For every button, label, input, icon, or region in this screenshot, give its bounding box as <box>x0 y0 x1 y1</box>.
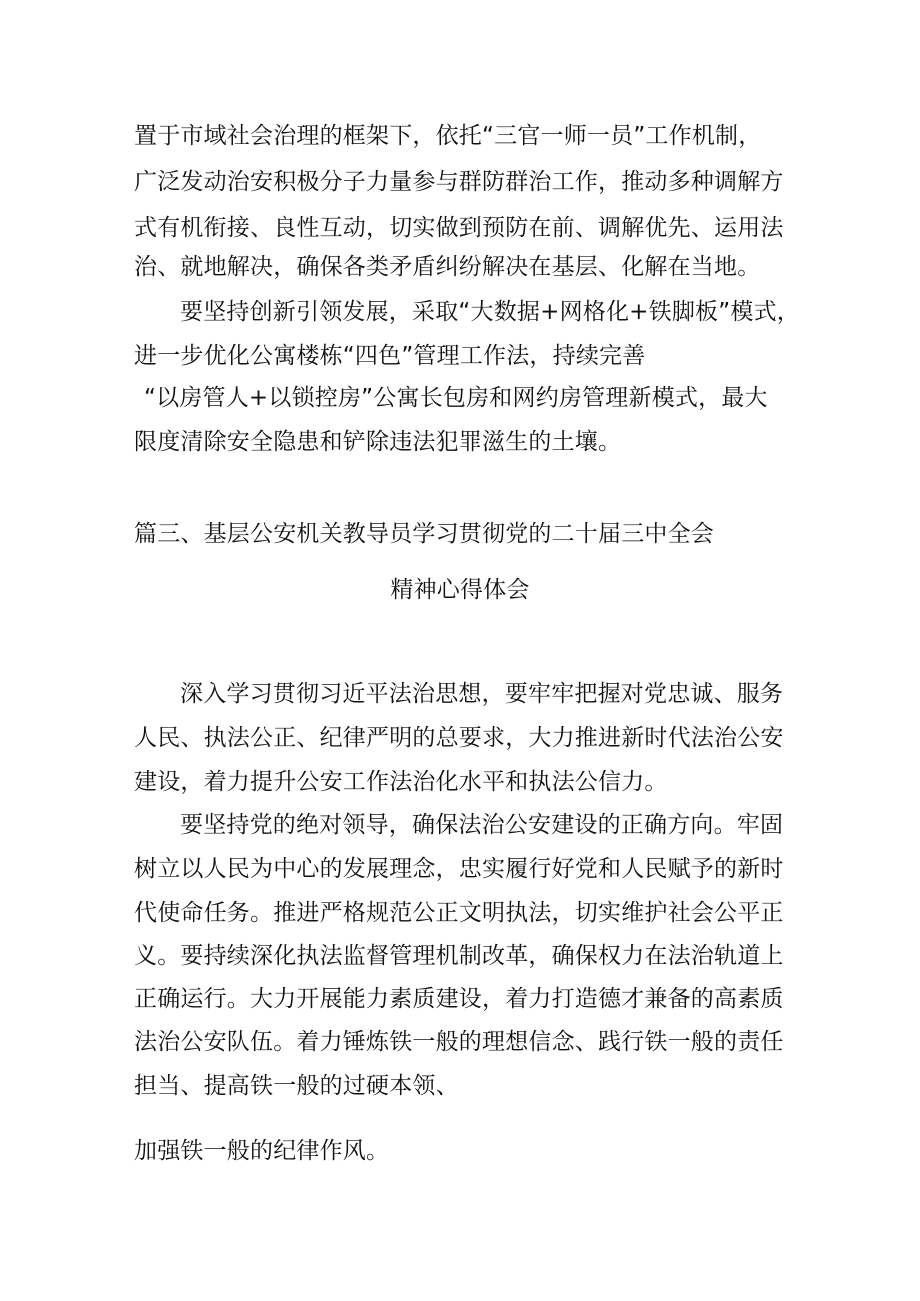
text-line: 深入学习贯彻习近平法治思想，要牢牢把握对党忠诚、服务 <box>180 681 784 707</box>
text-line: 广泛发动治安积极分子力量参与群防群治工作，推动多种调解方 <box>134 169 784 195</box>
text-line: 治、就地解决，确保各类矛盾纠纷解决在基层、化解在当地。 <box>134 254 761 280</box>
text-line: 树立以人民为中心的发展理念，忠实履行好党和人民赋予的新时 <box>134 856 784 882</box>
text-line: 要坚持创新引领发展，采取“大数据+网格化+铁脚板”模式， <box>180 299 800 325</box>
text-line: 人民、执法公正、纪律严明的总要求，大力推进新时代法治公安 <box>134 725 784 751</box>
text-line: 式有机衔接、良性互动，切实做到预防在前、调解优先、运用法 <box>134 215 784 241</box>
section-title-continued: 精神心得体会 <box>390 577 530 603</box>
text-line: 置于市域社会治理的框架下，依托“三官一师一员”工作机制， <box>134 123 762 149</box>
text-line: 限度清除安全隐患和铲除违法犯罪滋生的土壤。 <box>134 429 622 455</box>
text-line: 正确运行。大力开展能力素质建设，着力打造德才兼备的高素质 <box>134 986 784 1012</box>
text-line: 代使命任务。推进严格规范公正文明执法，切实维护社会公平正 <box>134 900 784 926</box>
text-line: 建设，着力提升公安工作法治化水平和执法公信力。 <box>134 769 668 795</box>
text-line: 进一步优化公寓楼栋“四色”管理工作法，持续完善 <box>134 343 646 369</box>
text-line: 加强铁一般的纪律作风。 <box>134 1138 390 1164</box>
text-line: 法治公安队伍。着力锤炼铁一般的理想信念、践行铁一般的责任 <box>134 1029 784 1055</box>
text-line: “以房管人+以锁控房”公寓长包房和网约房管理新模式，最大 <box>144 385 768 411</box>
section-title: 篇三、基层公安机关教导员学习贯彻党的二十届三中全会 <box>134 521 714 547</box>
text-line: 要坚持党的绝对领导，确保法治公安建设的正确方向。牢固 <box>180 812 784 838</box>
text-line: 担当、提高铁一般的过硬本领、 <box>134 1073 459 1099</box>
text-line: 义。要持续深化执法监督管理机制改革，确保权力在法治轨道上 <box>134 943 784 969</box>
